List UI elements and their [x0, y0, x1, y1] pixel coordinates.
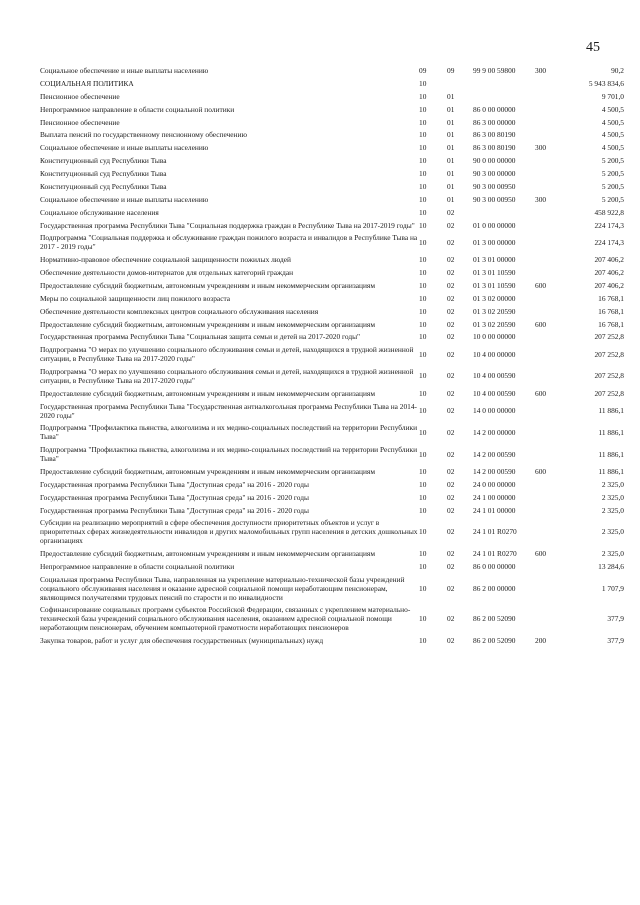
subsection-code-cell: 02	[447, 255, 455, 265]
table-row	[40, 366, 624, 388]
expense-type-cell: 600	[535, 388, 547, 398]
target-article-cell: 90 3 00 00000	[473, 169, 516, 178]
row-name-cell: Предоставление субсидий бюджетным, автономным учреждениям и иным некоммерческим организациям	[40, 466, 376, 476]
subsection-code-cell: 02	[447, 449, 455, 459]
section-code-cell: 10	[419, 371, 427, 381]
expense-type-cell	[535, 401, 567, 423]
amount-cell: 207 406,2	[594, 280, 624, 290]
table-row	[40, 91, 624, 104]
target-article-cell: 86 3 00 00000	[473, 117, 516, 127]
row-name-cell: Субсидии на реализацию мероприятий в сфере обеспечения доступности приоритетных объектов и услуг в приоритетных сферах жизнедеятельности инвалидов и других маломобильных групп населения в детских дошкольных организациях	[40, 518, 418, 546]
expense-type-cell	[535, 422, 567, 444]
section-code-cell: 10	[419, 117, 427, 127]
table-row	[40, 401, 624, 423]
row-name-cell: Непрограммное направление в области социальной политики	[40, 561, 235, 571]
target-article-cell: 14 2 00 00590	[473, 449, 516, 459]
table-row	[40, 444, 624, 466]
section-code-cell: 10	[419, 427, 427, 437]
table-row	[40, 505, 624, 518]
subsection-code-cell: 02	[447, 319, 455, 329]
table-row	[40, 194, 624, 207]
target-article-cell: 01 3 01 10590	[473, 268, 516, 277]
target-article-cell: 90 0 00 00000	[473, 156, 516, 166]
expense-type-cell: 300	[535, 194, 547, 204]
row-name-cell: Подпрограмма "О мерах по улучшению социального обслуживания семьи и детей, находящихся в трудной жизненной ситуации, в Республике Тыва на 2017-2020 годы"	[40, 345, 414, 364]
table-row	[40, 207, 624, 220]
table-row	[40, 267, 624, 280]
expense-type-cell	[535, 207, 567, 220]
table-row	[40, 479, 624, 492]
target-article-cell: 10 4 00 00590	[473, 371, 516, 381]
amount-cell: 11 886,1	[598, 449, 624, 459]
row-name-cell: Социальное обеспечение и иные выплаты населению	[40, 143, 209, 153]
section-code-cell: 10	[419, 293, 427, 303]
target-article-cell: 10 0 00 00000	[473, 332, 516, 342]
expense-type-cell	[535, 267, 567, 280]
section-code-cell: 10	[419, 207, 427, 217]
subsection-code-cell: 02	[447, 479, 455, 489]
subsection-code-cell: 02	[447, 561, 455, 571]
amount-cell: 224 174,3	[594, 220, 624, 230]
row-name-cell: Выплата пенсий по государственному пенсионному обеспечению	[40, 130, 247, 140]
subsection-code-cell: 02	[447, 237, 455, 247]
table-row	[40, 254, 624, 267]
subsection-code-cell: 01	[447, 194, 455, 204]
table-row	[40, 319, 624, 332]
target-article-cell	[473, 78, 535, 91]
row-name-cell: Предоставление субсидий бюджетным, автономным учреждениям и иным некоммерческим организациям	[40, 549, 376, 558]
subsection-code-cell: 02	[447, 388, 455, 398]
section-code-cell: 10	[419, 466, 427, 476]
subsection-code-cell: 01	[447, 117, 455, 127]
amount-cell: 2 325,0	[601, 479, 624, 489]
target-article-cell: 14 2 00 00590	[473, 466, 516, 476]
expense-type-cell	[535, 479, 567, 492]
target-article-cell: 10 4 00 00000	[473, 349, 516, 359]
table-row	[40, 155, 624, 168]
row-name-cell: Меры по социальной защищенности лиц пожилого возраста	[40, 293, 231, 303]
subsection-code-cell: 02	[447, 280, 455, 290]
table-row	[40, 220, 624, 233]
row-name-cell: Государственная программа Республики Тыва "Государственная антиалкогольная программа Республики Тыва на 2014-2020 годы"	[40, 401, 418, 420]
budget-table	[40, 65, 624, 648]
section-code-cell: 10	[419, 156, 427, 166]
section-code-cell: 10	[419, 280, 427, 290]
amount-cell: 207 252,8	[594, 388, 624, 398]
amount-cell: 9 701,0	[601, 91, 624, 101]
row-name-cell: Социальное обеспечение и иные выплаты населению	[40, 66, 209, 75]
page-number: 45	[586, 40, 600, 55]
target-article-cell: 86 2 00 52090	[473, 636, 516, 645]
section-code-cell: 10	[419, 194, 427, 204]
section-code-cell: 10	[419, 169, 427, 178]
expense-type-cell	[535, 366, 567, 388]
expense-type-cell	[535, 574, 567, 605]
expense-type-cell	[535, 492, 567, 505]
amount-cell: 458 922,8	[594, 207, 624, 217]
row-name-cell: Предоставление субсидий бюджетным, автономным учреждениям и иным некоммерческим организациям	[40, 280, 376, 290]
expense-type-cell	[535, 505, 567, 518]
target-article-cell: 24 1 00 00000	[473, 492, 516, 502]
target-article-cell: 86 2 00 52090	[473, 614, 516, 624]
expense-type-cell	[535, 561, 567, 574]
section-code-cell: 10	[419, 549, 427, 558]
expense-type-cell	[535, 517, 567, 548]
target-article-cell: 86 0 00 00000	[473, 104, 516, 114]
section-code-cell: 10	[419, 449, 427, 459]
section-code-cell: 10	[419, 332, 427, 342]
target-article-cell: 14 2 00 00000	[473, 427, 516, 437]
target-article-cell: 14 0 00 00000	[473, 406, 516, 416]
subsection-code-cell: 01	[447, 169, 455, 178]
amount-cell: 377,9	[607, 636, 624, 645]
row-name-cell: Социальное обслуживание населения	[40, 207, 159, 217]
section-code-cell: 10	[419, 78, 427, 88]
amount-cell: 5 200,5	[601, 169, 624, 178]
amount-cell: 2 325,0	[601, 549, 624, 558]
table-row	[40, 306, 624, 319]
target-article-cell: 86 2 00 00000	[473, 583, 516, 593]
subsection-code-cell: 01	[447, 130, 455, 140]
target-article-cell: 01 3 00 00000	[473, 237, 516, 247]
subsection-code-cell: 01	[447, 91, 455, 101]
section-code-cell: 10	[419, 237, 427, 247]
row-name-cell: Государственная программа Республики Тыва "Социальная защита семьи и детей на 2017-2020 годы"	[40, 332, 361, 342]
expense-type-cell	[535, 293, 567, 306]
section-code-cell: 10	[419, 583, 427, 593]
amount-cell: 207 406,2	[594, 268, 624, 277]
subsection-code-cell: 02	[447, 349, 455, 359]
section-code-cell: 10	[419, 319, 427, 329]
amount-cell: 16 768,1	[598, 293, 624, 303]
amount-cell: 207 406,2	[594, 255, 624, 265]
row-name-cell: Подпрограмма "О мерах по улучшению социального обслуживания семьи и детей, находящихся в трудной жизненной ситуации, в Республике Тыва на 2017-2020 годы"	[40, 367, 414, 385]
expense-type-cell	[535, 604, 567, 635]
target-article-cell: 10 4 00 00590	[473, 388, 516, 398]
row-name-cell: Конституционный суд Республики Тыва	[40, 169, 167, 178]
amount-cell: 16 768,1	[598, 319, 624, 329]
row-name-cell: Софинансирование социальных программ субъектов Российской Федерации, связанных с укреплением материально-технической базы учреждений социального обслуживания населения, оказанием адресной социальной помощи неработающим пенсионерам, обучением компьютерной грамотности неработающих пенсионеров	[40, 605, 411, 633]
target-article-cell: 24 1 01 R0270	[473, 527, 517, 537]
target-article-cell: 86 0 00 00000	[473, 561, 516, 571]
amount-cell: 207 252,8	[594, 332, 624, 342]
subsection-code-cell: 02	[447, 549, 455, 558]
expense-type-cell	[535, 78, 567, 91]
expense-type-cell: 200	[535, 636, 547, 645]
table-row	[40, 574, 624, 605]
table-row	[40, 422, 624, 444]
section-code-cell: 10	[419, 388, 427, 398]
table-row	[40, 65, 624, 78]
amount-cell: 5 200,5	[601, 194, 624, 204]
expense-type-cell: 600	[535, 280, 547, 290]
amount-cell: 11 886,1	[598, 406, 624, 416]
table-row	[40, 331, 624, 344]
row-name-cell: Социальное обеспечение и иные выплаты населению	[40, 194, 209, 204]
row-name-cell: СОЦИАЛЬНАЯ ПОЛИТИКА	[40, 78, 134, 88]
expense-type-cell	[535, 306, 567, 319]
table-row	[40, 604, 624, 635]
target-article-cell: 01 3 02 20590	[473, 306, 516, 316]
amount-cell: 4 500,5	[601, 104, 624, 114]
expense-type-cell	[535, 220, 567, 233]
subsection-code-cell: 01	[447, 143, 455, 153]
section-code-cell: 10	[419, 104, 427, 114]
table-row	[40, 117, 624, 130]
target-article-cell: 01 3 01 00000	[473, 255, 516, 265]
section-code-cell: 09	[419, 66, 427, 75]
expense-type-cell	[535, 254, 567, 267]
expense-type-cell: 600	[535, 319, 547, 329]
row-name-cell: Государственная программа Республики Тыва "Доступная среда" на 2016 - 2020 годы	[40, 505, 309, 515]
amount-cell: 207 252,8	[594, 349, 624, 359]
subsection-code-cell: 02	[447, 293, 455, 303]
amount-cell: 5 200,5	[601, 181, 624, 191]
table-row	[40, 548, 624, 561]
amount-cell: 2 325,0	[601, 492, 624, 502]
target-article-cell: 01 3 02 20590	[473, 319, 516, 329]
table-row	[40, 78, 624, 91]
row-name-cell: Пенсионное обеспечение	[40, 91, 120, 101]
budget-table-body	[40, 65, 624, 648]
subsection-code-cell: 02	[447, 527, 455, 537]
subsection-code-cell: 02	[447, 332, 455, 342]
section-code-cell: 10	[419, 505, 427, 515]
target-article-cell: 99 9 00 59800	[473, 66, 516, 75]
amount-cell: 4 500,5	[601, 130, 624, 140]
table-row	[40, 280, 624, 293]
section-code-cell: 10	[419, 268, 427, 277]
target-article-cell: 01 0 00 00000	[473, 220, 516, 230]
section-code-cell: 10	[419, 479, 427, 489]
table-row	[40, 635, 624, 648]
section-code-cell: 10	[419, 130, 427, 140]
target-article-cell	[473, 91, 535, 104]
target-article-cell: 86 3 00 80190	[473, 130, 516, 140]
table-row	[40, 104, 624, 117]
row-name-cell: Нормативно-правовое обеспечение социальной защищенности пожилых людей	[40, 255, 291, 265]
table-row	[40, 466, 624, 479]
table-row	[40, 344, 624, 366]
expense-type-cell	[535, 91, 567, 104]
subsection-code-cell: 01	[447, 181, 455, 191]
subsection-code-cell: 02	[447, 220, 455, 230]
row-name-cell: Пенсионное обеспечение	[40, 117, 120, 127]
subsection-code-cell: 02	[447, 505, 455, 515]
expense-type-cell	[535, 232, 567, 254]
subsection-code-cell: 02	[447, 207, 455, 217]
row-name-cell: Подпрограмма "Профилактика пьянства, алкоголизма и их медико-социальных последствий на территории Республики Тыва"	[40, 423, 418, 442]
subsection-code-cell: 02	[447, 636, 455, 645]
target-article-cell: 90 3 00 00950	[473, 194, 516, 204]
section-code-cell: 10	[419, 181, 427, 191]
subsection-code-cell: 02	[447, 466, 455, 476]
subsection-code-cell: 01	[447, 104, 455, 114]
expense-type-cell	[535, 104, 567, 117]
subsection-code-cell: 02	[447, 427, 455, 437]
row-name-cell: Государственная программа Республики Тыва "Социальная поддержка граждан в Республике Тыва на 2017-2019 годы"	[40, 220, 415, 230]
section-code-cell: 10	[419, 492, 427, 502]
row-name-cell: Закупка товаров, работ и услуг для обеспечения государственных (муниципальных) нужд	[40, 636, 324, 645]
amount-cell: 2 325,0	[601, 527, 624, 537]
expense-type-cell: 600	[535, 466, 547, 476]
section-code-cell: 10	[419, 349, 427, 359]
amount-cell: 377,9	[607, 614, 624, 624]
amount-cell: 4 500,5	[601, 143, 624, 153]
subsection-code-cell: 02	[447, 406, 455, 416]
target-article-cell: 01 3 01 10590	[473, 280, 516, 290]
table-row	[40, 142, 624, 155]
amount-cell: 13 284,6	[598, 561, 624, 571]
subsection-code-cell: 02	[447, 371, 455, 381]
section-code-cell: 10	[419, 527, 427, 537]
expense-type-cell	[535, 168, 567, 181]
amount-cell: 11 886,1	[598, 466, 624, 476]
amount-cell: 5 200,5	[601, 156, 624, 166]
subsection-code-cell: 02	[447, 306, 455, 316]
row-name-cell: Социальная программа Республики Тыва, направленная на укрепление материально-технической базы учреждений социального обслуживания населения и оказание адресной социальной помощи неработающим пенсионерам, являющимся получателями трудовых пенсий по старости и по инвалидности	[40, 574, 405, 602]
row-name-cell: Государственная программа Республики Тыва "Доступная среда" на 2016 - 2020 годы	[40, 479, 309, 489]
target-article-cell	[473, 207, 535, 220]
amount-cell: 5 943 834,6	[588, 78, 624, 88]
subsection-code-cell: 02	[447, 492, 455, 502]
expense-type-cell	[535, 344, 567, 366]
expense-type-cell	[535, 129, 567, 142]
expense-type-cell	[535, 331, 567, 344]
table-row	[40, 181, 624, 194]
section-code-cell: 10	[419, 91, 427, 101]
expense-type-cell	[535, 181, 567, 194]
table-row	[40, 293, 624, 306]
amount-cell: 90,2	[611, 66, 624, 75]
target-article-cell: 01 3 02 00000	[473, 293, 516, 303]
row-name-cell: Непрограммное направление в области социальной политики	[40, 104, 235, 114]
amount-cell: 1 707,9	[601, 583, 624, 593]
amount-cell: 11 886,1	[598, 427, 624, 437]
expense-type-cell: 300	[535, 143, 547, 153]
expense-type-cell	[535, 117, 567, 130]
section-code-cell: 10	[419, 220, 427, 230]
target-article-cell: 86 3 00 80190	[473, 143, 516, 153]
target-article-cell: 24 0 00 00000	[473, 479, 516, 489]
section-code-cell: 10	[419, 636, 427, 645]
table-row	[40, 388, 624, 401]
subsection-code-cell: 02	[447, 614, 455, 624]
expense-type-cell: 300	[535, 66, 547, 75]
table-row	[40, 129, 624, 142]
section-code-cell: 10	[419, 306, 427, 316]
target-article-cell: 90 3 00 00950	[473, 181, 516, 191]
target-article-cell: 24 1 01 R0270	[473, 549, 517, 558]
row-name-cell: Подпрограмма "Социальная поддержка и обслуживание граждан пожилого возраста и инвалидов в Республике Тыва на 2017 - 2019 годы"	[40, 233, 418, 252]
row-name-cell: Государственная программа Республики Тыва "Доступная среда" на 2016 - 2020 годы	[40, 492, 309, 502]
subsection-code-cell: 01	[447, 156, 455, 166]
amount-cell: 2 325,0	[601, 505, 624, 515]
expense-type-cell	[535, 155, 567, 168]
section-code-cell: 10	[419, 561, 427, 571]
expense-type-cell: 600	[535, 549, 547, 558]
subsection-code-cell: 02	[447, 268, 455, 277]
row-name-cell: Конституционный суд Республики Тыва	[40, 156, 167, 166]
row-name-cell: Конституционный суд Республики Тыва	[40, 181, 167, 191]
amount-cell: 16 768,1	[598, 306, 624, 316]
row-name-cell: Предоставление субсидий бюджетным, автономным учреждениям и иным некоммерческим организациям	[40, 319, 376, 329]
amount-cell: 207 252,8	[594, 371, 624, 381]
table-row	[40, 517, 624, 548]
section-code-cell: 10	[419, 406, 427, 416]
section-code-cell: 10	[419, 143, 427, 153]
subsection-code-cell: 09	[447, 66, 455, 75]
expense-type-cell	[535, 444, 567, 466]
row-name-cell: Подпрограмма "Профилактика пьянства, алкоголизма и их медико-социальных последствий на территории Республики Тыва"	[40, 445, 418, 463]
amount-cell: 224 174,3	[594, 237, 624, 247]
row-name-cell: Обеспечение деятельности комплексных центров социального обслуживания населения	[40, 306, 319, 316]
target-article-cell: 24 1 01 00000	[473, 505, 516, 515]
subsection-code-cell: 02	[447, 583, 455, 593]
table-row	[40, 561, 624, 574]
amount-cell: 4 500,5	[601, 117, 624, 127]
row-name-cell: Обеспечение деятельности домов-интернатов для отдельных категорий граждан	[40, 268, 294, 277]
subsection-code-cell	[447, 78, 473, 91]
table-row	[40, 232, 624, 254]
section-code-cell: 10	[419, 255, 427, 265]
table-row	[40, 168, 624, 181]
section-code-cell: 10	[419, 614, 427, 624]
table-row	[40, 492, 624, 505]
row-name-cell: Предоставление субсидий бюджетным, автономным учреждениям и иным некоммерческим организациям	[40, 388, 376, 398]
